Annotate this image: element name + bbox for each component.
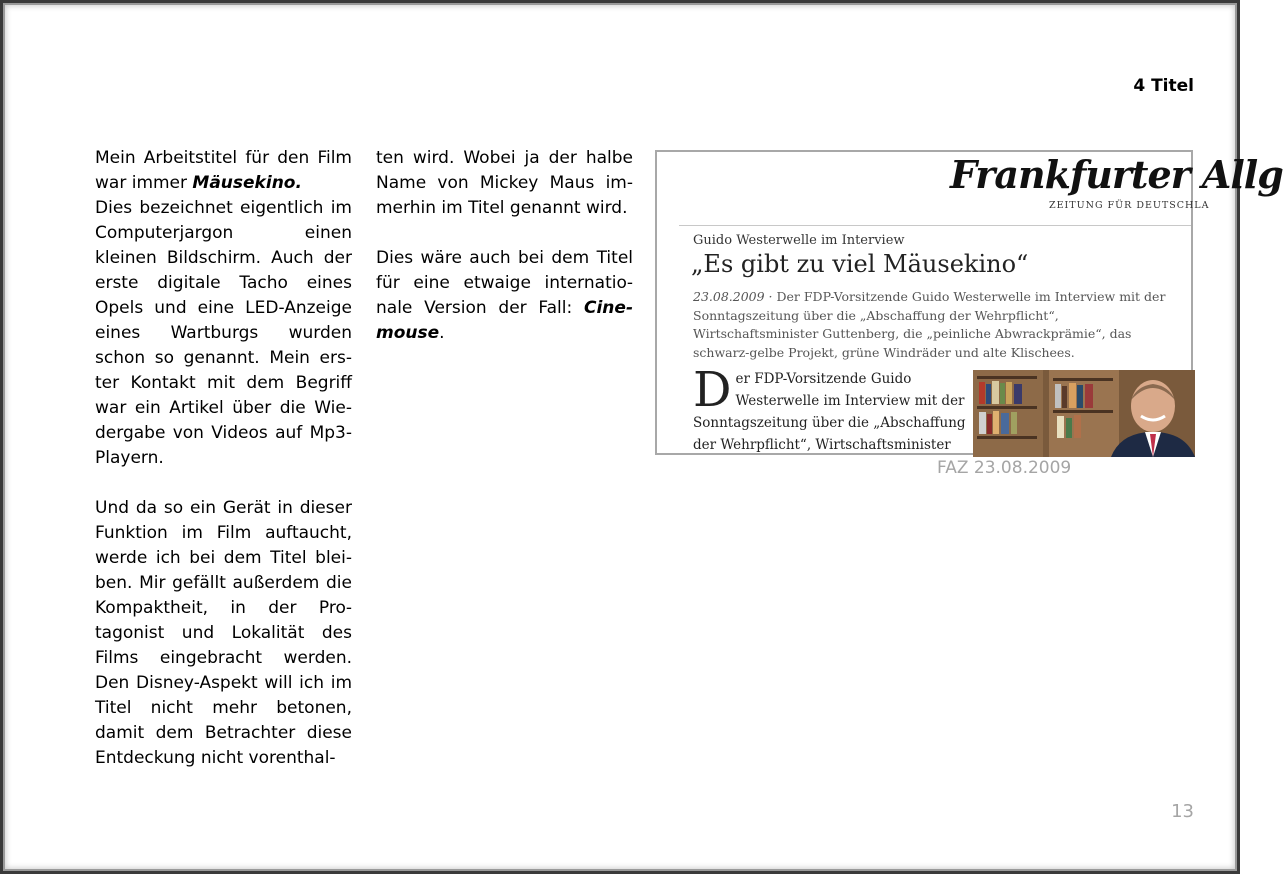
newspaper-clipping — [655, 150, 1283, 455]
article-dropcap: D — [693, 362, 732, 418]
article-body-text: er FDP-Vorsitzende Guido Westerwelle im Interview mit der Sonntagszeitung über die „Abschaffung der Wehrpflicht“, Wirtschaftsminister — [693, 371, 966, 453]
newspaper-tagline: ZEITUNG FÜR DEUTSCHLA — [1049, 200, 1210, 211]
text-column-right — [376, 146, 633, 346]
paragraph-continuation: ten wird. Wobei ja der halbe Name von Mickey Maus immerhin im Titel genannt wird. — [376, 148, 633, 218]
article-teaser-text: Der FDP-Vorsitzende Guido Westerwelle im Interview mit der Sonntagszeitung über die „Abschaffung der Wehrpflicht“, Wirtschaftsminister Guttenberg, die „peinliche Abwrackprämie“, das schwarz-gelbe Projekt, grüne Windräder und alte Klischees. — [693, 289, 1166, 360]
article-photo — [973, 370, 1195, 457]
international-title-term: Cinemouse — [376, 298, 633, 343]
divider — [679, 225, 1191, 226]
paragraph-explanation: Dies bezeichnet eigentlich im Computerjargon einen kleinen Bildschirm. Auch der erste digitale Tacho eines Opels und eine LED-Anzeige eines Wartburgs wurden schon so genannt. Mein erster Kontakt mit dem Begriff war ein Artikel über die Wiedergabe von Videos auf Mp3-Playern. — [95, 198, 352, 468]
article-teaser — [693, 288, 1183, 362]
working-title-term: Mäusekino. — [192, 173, 302, 193]
article-kicker: Guido Westerwelle im Interview — [693, 233, 905, 248]
article-headline: „Es gibt zu viel Mäusekino“ — [691, 250, 1029, 278]
newspaper-masthead: Frankfurter Allg — [950, 152, 1283, 197]
article-date: 23.08.2009 · — [693, 289, 773, 304]
article-body — [693, 362, 968, 456]
paragraph-international — [376, 246, 633, 346]
paragraph-end: . — [439, 323, 445, 343]
chapter-heading: 4 Titel — [1133, 76, 1194, 96]
page-number: 13 — [1171, 801, 1194, 822]
paragraph-decision: Und da so ein Gerät in dieser Funktion im Film auftaucht, werde ich bei dem Titel bleiben. Mir gefällt außerdem die Kompaktheit, in der Protagonist und Lokalität des Films eingebracht werden. Den Disney-Aspekt will ich im Titel nicht mehr betonen, damit dem Betrachter diese Entdeckung nicht vorenthal- — [95, 498, 352, 768]
paragraph-international-text: Dies wäre auch bei dem Titel für eine etwaige internationale Version der Fall: — [376, 248, 633, 318]
paragraph-intro: Mein Arbeitstitel für den Film war immer — [95, 148, 352, 193]
portrait-photo-icon — [973, 370, 1195, 457]
image-caption: FAZ 23.08.2009 — [937, 458, 1072, 478]
text-column-left — [95, 146, 352, 771]
paragraph-working-title — [95, 146, 352, 471]
